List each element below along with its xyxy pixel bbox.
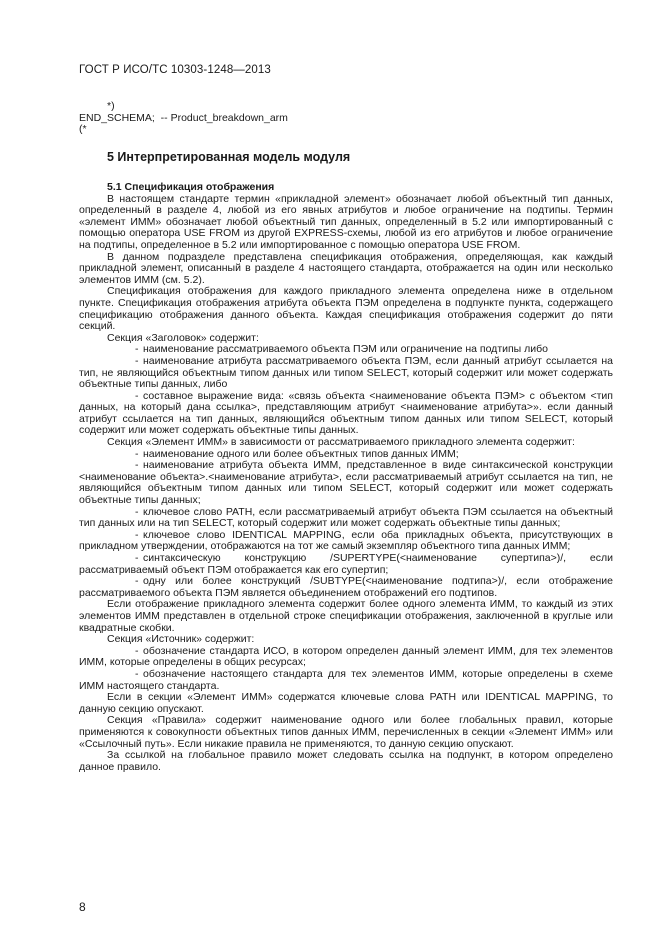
list-dash: -	[135, 667, 139, 680]
code-line: END_SCHEMA; -- Product_breakdown_arm	[79, 111, 288, 124]
list-item	[79, 530, 613, 553]
list-item	[79, 553, 613, 576]
list-item-text: составное выражение вида: «связь объекта <наименование объекта ПЭМ> с объектом <тип данных, на который дана ссылка>, представляющим атрибут <наименование атрибута>». если данный атрибут ссылается на тип данных, являющийся объектным типом данных или типом SELECT, который содержит или может содержать объектные типы данных.	[79, 389, 613, 437]
list-dash: -	[135, 354, 139, 367]
paragraph: Если в секции «Элемент ИММ» содержатся ключевые слова PATH или IDENTICAL MAPPING, то данную секцию опускают.	[79, 691, 613, 715]
list-dash: -	[135, 575, 139, 588]
section-title: 5 Интерпретированная модель модуля	[107, 150, 351, 164]
list-item-text: наименование атрибута рассматриваемого объекта ПЭМ, если данный атрибут ссылается на тип, не являющийся объектным типом данных или типом SELECT, который содержит или может содержать объектные типы данных, либо	[79, 354, 613, 391]
list-item	[79, 391, 613, 437]
list-item-text: ключевое слово IDENTICAL MAPPING, если оба прикладных объекта, присутствующих в прикладном утверждении, отображаются на тот же самый экземпляр объектного типа данных ИММ;	[79, 528, 613, 553]
list-item-text: ключевое слово PATH, если рассматриваемый атрибут объекта ПЭМ ссылается на объектный тип данных или на тип SELECT, который содержит или может содержать объектные типы данных;	[79, 505, 613, 530]
list-dash: -	[135, 644, 139, 657]
list-item	[79, 460, 613, 506]
paragraph: Спецификация отображения для каждого прикладного элемента определена ниже в отдельном пункте. Спецификация отображения атрибута объекта ПЭМ определена в подпункте пункта, содержащего спецификацию отображения данного объекта. Каждая спецификация отображения содержит до пяти секций.	[79, 285, 613, 333]
list-item	[79, 646, 613, 669]
list-dash: -	[135, 447, 139, 460]
paragraph: В данном подразделе представлена спецификация отображения, определяющая, как каждый прикладной элемент, описанный в разделе 4 настоящего стандарта, отображается на один или несколько элементов ИММ (см. 5.2).	[79, 250, 613, 286]
page-number: 8	[79, 900, 86, 914]
list-item-text: обозначение настоящего стандарта для тех элементов ИММ, которые определены в схеме ИММ настоящего стандарта.	[79, 667, 613, 692]
list-item-text: наименование атрибута объекта ИММ, представленное в виде синтаксической конструкции <наименование объекта>.<наименование атрибута>, если рассматриваемый атрибут ссылается на тип, не являющийся объектным типом данных или типом SELECT, который содержит или может содержать объектные типы данных;	[79, 459, 613, 507]
list-dash: -	[135, 389, 139, 402]
list-item	[79, 356, 613, 391]
list-dash: -	[135, 552, 139, 564]
code-line: *)	[107, 100, 115, 112]
list-dash: -	[135, 343, 139, 356]
document-body	[79, 182, 613, 773]
list-item-text: наименование одного или более объектных типов данных ИММ;	[143, 447, 459, 460]
list-item	[79, 507, 613, 530]
list-item	[79, 669, 613, 692]
paragraph: Секция «Элемент ИММ» в зависимости от рассматриваемого прикладного элемента содержит:	[107, 436, 575, 449]
list-dash: -	[135, 459, 139, 472]
list-item-text: обозначение стандарта ИСО, в котором определен данный элемент ИММ, для тех элементов ИММ, которые определены в общих ресурсах;	[79, 644, 613, 669]
list-dash: -	[135, 505, 139, 518]
paragraph: Секция «Источник» содержит:	[107, 633, 255, 646]
code-line: (*	[79, 123, 87, 135]
subsection-heading: 5.1 Спецификация отображения	[107, 181, 275, 193]
list-dash: -	[135, 528, 139, 541]
document-header: ГОСТ Р ИСО/ТС 10303-1248—2013	[79, 64, 271, 76]
paragraph: За ссылкой на глобальное правило может следовать ссылка на подпункт, в котором определено данное правило.	[79, 749, 613, 773]
paragraph: Если отображение прикладного элемента содержит более одного элемента ИММ, то каждый из этих элементов ИММ представлен в отдельной строке спецификации отображения, заключенной в круглые или квадратные скобки.	[79, 598, 613, 634]
list-item-text: синтаксическую конструкцию /SUPERTYPE(<наименование супертипа>)/, если рассматриваемый объект ПЭМ отображается как его супертип;	[79, 552, 613, 576]
paragraph: Секция «Правила» содержит наименование одного или более глобальных правил, которые применяются к совокупности объектных типов данных ИММ, перечисленных в секции «Элемент ИММ» или «Ссылочный путь». Если никакие правила не применяются, то данную секцию опускают.	[79, 714, 613, 750]
paragraph: Секция «Заголовок» содержит:	[107, 331, 259, 344]
list-item	[79, 576, 613, 599]
list-item-text: одну или более конструкций /SUBTYPE(<наименование подтипа>)/, если отображение рассматриваемого объекта ПЭМ является объединением отображений его подтипов.	[79, 575, 613, 599]
paragraph: В настоящем стандарте термин «прикладной элемент» обозначает любой объектный тип данных, определенный в разделе 4, любой из его явных атрибутов и любое ограничение на подтипы. Термин «элемент ИММ» обозначает любой объектный тип данных, определенный в 5.2 или импортированный с помощью оператора USE FROM из другой EXPRESS-схемы, любой из его атрибутов и любое ограничение на подтипы, определенное в 5.2 или импортированное с помощью оператора USE FROM.	[79, 192, 613, 251]
code-fragment	[79, 101, 288, 136]
list-item-text: наименование рассматриваемого объекта ПЭМ или ограничение на подтипы либо	[143, 343, 548, 356]
